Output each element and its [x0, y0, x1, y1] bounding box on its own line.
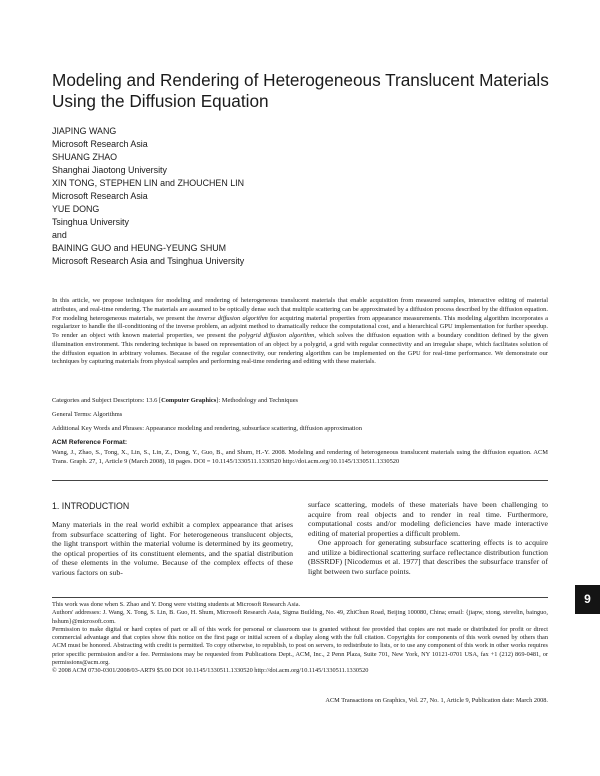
intro-paragraph: One approach for generating subsurface scattering effects is to acquire and utilize a bidirectional scattering surface reflectance distribution function (BSSRDF) [Nicodemus et al. 1977] that describes the subsurface transfer of light between two surface points. — [308, 538, 548, 576]
intro-left-column: Many materials in the real world exhibit a complex appearance that arises from subsurface scattering of light. For heterogeneous translucent objects, the light transport within the material volume is determined by its geometry, the optical properties of its constituent elements, and the spatial distribution of these elements in the volume. Because of the complex effects of these various factors on sub- — [52, 520, 293, 577]
categories-rest: ]: Methodology and Techniques — [216, 397, 299, 404]
section-divider — [52, 480, 548, 481]
journal-footer: ACM Transactions on Graphics, Vol. 27, No. 1, Article 9, Publication date: March 2008. — [325, 697, 548, 704]
author-conjunction: and — [52, 230, 67, 241]
author-affiliation: Microsoft Research Asia — [52, 191, 148, 202]
keywords: Additional Key Words and Phrases: Appearance modeling and rendering, subsurface scattering, diffusion approximation — [52, 425, 362, 432]
paper-title: Modeling and Rendering of Heterogeneous Translucent Materials Using the Diffusion Equation — [52, 70, 549, 111]
footnote: Permission to make digital or hard copies of part or all of this work for personal or classroom use is granted without fee provided that copies are not made or distributed for profit or direct commercial advantage and that copies show this notice on the first page or initial screen of a display along with the full citation. Copyrights for components of this work owned by others than ACM must be honored. Abstracting with credit is permitted. To copy otherwise, to republish, to post on servers, to redistribute to lists, or to use any component of this work in other works requires prior specific permission and/or a fee. Permissions may be requested from Publications Dept., ACM, Inc., 2 Penn Plaza, Suite 701, New York, NY 10121-0701 USA, fax +1 (212) 869-0481, or permissions@acm.org. — [52, 625, 548, 666]
general-terms: General Terms: Algorithms — [52, 411, 123, 418]
categories-label: Categories and Subject Descriptors: 13.6 [ — [52, 397, 162, 404]
author-affiliation: Tsinghua University — [52, 217, 129, 228]
footnote: Authors' addresses: J. Wang, X. Tong, S. Lin, B. Guo, H. Shum, Microsoft Research Asia, Sigma Building, No. 49, ZhiChun Road, Beijing 100080, China; email: {jiapw, xtong, stevelin, bainguo, hshum}@microsoft.com. — [52, 609, 548, 625]
abstract-text: , which solves the diffusion equation with a boundary condition defined by the given illumination environment. This rendering technique is based on representation of an object by a polygrid, a grid with regular connectivity and an irregular shape, which facilitates solution of the diffusion equation in arbitrary volumes. Because of the regular connectivity, our rendering algorithm can be implemented on the GPU for real-time performance. We demonstrate our techniques by capturing materials from physical samples and performing real-time rendering and editing with these materials. — [52, 332, 548, 366]
intro-right-column — [308, 500, 548, 576]
author-name: JIAPING WANG — [52, 126, 117, 136]
acm-reference-text: Wang, J., Zhao, S., Tong, X., Lin, S., Lin, Z., Dong, Y., Guo, B., and Shum, H.-Y. 2008. Modeling and rendering of heterogeneous translucent materials using the diffusion equation. ACM Trans. Graph. 27, 1, Article 9 (March 2008), 18 pages. DOI = 10.1145/1330511.1330520 http://doi.acm.org/10.1145/1330511.1330520 — [52, 449, 548, 465]
footnotes — [52, 601, 548, 675]
categories-bold: Computer Graphics — [161, 397, 217, 404]
author-name: YUE DONG — [52, 204, 100, 215]
author-block — [52, 125, 492, 269]
abstract-term: polygrid diffusion algorithm — [238, 332, 315, 339]
abstract-text: In this article, we propose techniques for modeling and rendering of heterogeneous translucent materials that enable acquisition from measured samples, interactive editing of material attributes, and real-time rendering. The materials are assumed to be optically dense such that multiple scattering can be approximated by a diffusion process described by the diffusion equation. For modeling heterogeneous materials, we present the — [52, 297, 548, 322]
section-heading: 1. INTRODUCTION — [52, 501, 130, 511]
categories-descriptors — [52, 397, 548, 406]
abstract — [52, 297, 548, 367]
author-name: SHUANG ZHAO — [52, 152, 118, 163]
acm-reference-heading: ACM Reference Format: — [52, 439, 128, 446]
page-number-tab: 9 — [575, 585, 600, 614]
author-affiliation: Microsoft Research Asia and Tsinghua University — [52, 256, 245, 267]
footnote-divider — [52, 597, 548, 598]
author-name: XIN TONG, STEPHEN LIN and ZHOUCHEN LIN — [52, 178, 245, 189]
intro-paragraph: surface scattering, models of these materials have been challenging to acquire from real objects and to render in real time. Furthermore, computational costs and/or modeling deficiencies have made interactive editing of material properties a difficult problem. — [308, 500, 548, 538]
abstract-text: for acquiring material properties from appearance measurements. This modeling algorithm incorporates a regularizer to handle the ill-conditioning of the inverse problem, an adjoint method to dramatically reduce the computational cost, and a hierarchical GPU implementation for further speedup. To render an object with known material properties, we present the — [52, 314, 548, 339]
author-affiliation: Microsoft Research Asia — [52, 139, 148, 150]
copyright-line: © 2008 ACM 0730-0301/2008/03-ART9 $5.00 DOI 10.1145/1330511.1330520 http://doi.acm.org/10.1145/1330511.1330520 — [52, 667, 369, 674]
author-affiliation: Shanghai Jiaotong University — [52, 165, 167, 176]
abstract-term: inverse diffusion algorithm — [196, 314, 268, 322]
footnote: This work was done when S. Zhao and Y. Dong were visiting students at Microsoft Research Asia. — [52, 601, 301, 608]
author-name: BAINING GUO and HEUNG-YEUNG SHUM — [52, 243, 227, 254]
